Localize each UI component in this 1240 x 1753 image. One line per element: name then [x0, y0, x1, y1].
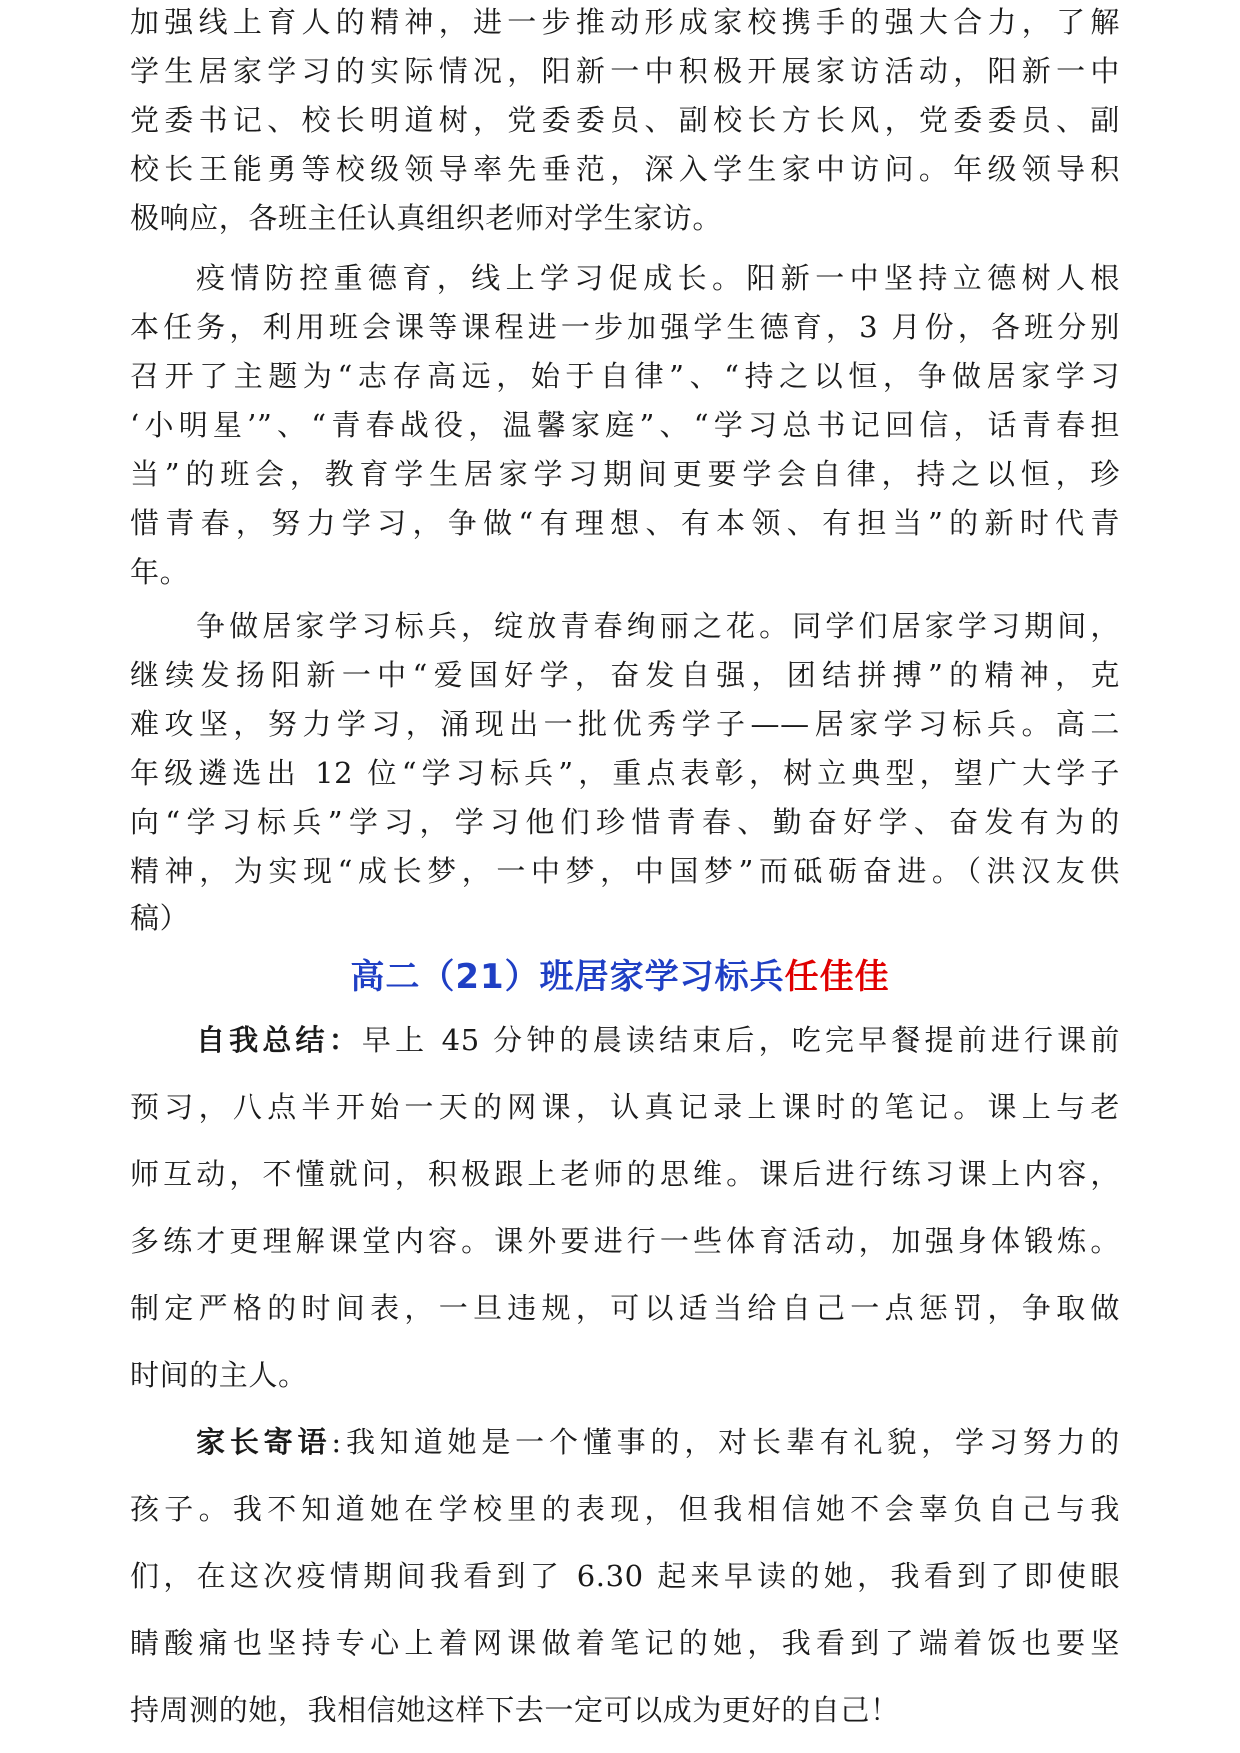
body-line: 稿） [130, 901, 190, 935]
parent-line: 睛酸痛也坚持专心上着网课做着笔记的她，我看到了端着饭也要坚 [130, 1626, 1120, 1660]
parent-text: :我知道她是一个懂事的，对长辈有礼貌，学习努力的 [331, 1425, 1121, 1459]
body-line: 争做居家学习标兵，绽放青春绚丽之花。同学们居家学习期间， [196, 609, 1120, 643]
summary-line: 师互动，不懂就问，积极跟上老师的思维。课后进行练习课上内容， [130, 1157, 1120, 1191]
body-line: 疫情防控重德育，线上学习促成长。阳新一中坚持立德树人根 [196, 261, 1120, 295]
parent-line [196, 1422, 1120, 1462]
summary-line: 时间的主人。 [130, 1358, 308, 1392]
summary-line [196, 1020, 1120, 1060]
parent-line: 孩子。我不知道她在学校里的表现，但我相信她不会辜负自己与我 [130, 1492, 1120, 1526]
summary-text: 早上 45 分钟的晨读结束后，吃完早餐提前进行课前 [361, 1023, 1120, 1057]
body-line: 年。 [130, 555, 190, 589]
body-line: 加强线上育人的精神，进一步推动形成家校携手的强大合力，了解 [130, 5, 1120, 39]
summary-line: 多练才更理解课堂内容。课外要进行一些体育活动，加强身体锻炼。 [130, 1224, 1120, 1258]
body-line: 召开了主题为“志存高远，始于自律”、“持之以恒，争做居家学习 [130, 359, 1120, 393]
summary-label: 自我总结： [196, 1023, 362, 1057]
body-line: 极响应，各班主任认真组织老师对学生家访。 [130, 201, 723, 235]
body-line: ‘小明星’”、“青春战役，温馨家庭”、“学习总书记回信，话青春担 [130, 408, 1120, 442]
summary-line: 制定严格的时间表，一旦违规，可以适当给自己一点惩罚，争取做 [130, 1291, 1120, 1325]
body-line: 学生居家学习的实际情况，阳新一中积极开展家访活动，阳新一中 [130, 54, 1120, 88]
body-line: 党委书记、校长明道树，党委委员、副校长方长风，党委委员、副 [130, 103, 1120, 137]
body-line: 年级遴选出 12 位“学习标兵”，重点表彰，树立典型，望广大学子 [130, 756, 1120, 790]
body-line: 向“学习标兵”学习，学习他们珍惜青春、勤奋好学、奋发有为的 [130, 805, 1120, 839]
body-line: 当”的班会，教育学生居家学习期间更要学会自律，持之以恒，珍 [130, 457, 1120, 491]
parent-line: 们，在这次疫情期间我看到了 6.30 起来早读的她，我看到了即使眼 [130, 1559, 1120, 1593]
body-line: 校长王能勇等校级领导率先垂范，深入学生家中访问。年级领导积 [130, 152, 1120, 186]
body-line: 本任务，利用班会课等课程进一步加强学生德育，3 月份，各班分别 [130, 310, 1120, 344]
heading-name: 任佳佳 [784, 957, 890, 997]
parent-line: 持周测的她，我相信她这样下去一定可以成为更好的自己！ [130, 1693, 900, 1727]
heading-prefix: 高二（21）班居家学习标兵 [350, 957, 785, 997]
section-heading [0, 953, 1240, 1001]
body-line: 惜青春，努力学习，争做“有理想、有本领、有担当”的新时代青 [130, 506, 1120, 540]
body-line: 精神，为实现“成长梦，一中梦，中国梦”而砥砺奋进。（洪汉友供 [130, 854, 1120, 888]
body-line: 难攻坚，努力学习，涌现出一批优秀学子——居家学习标兵。高二 [130, 707, 1120, 741]
summary-line: 预习，八点半开始一天的网课，认真记录上课时的笔记。课上与老 [130, 1090, 1120, 1124]
parent-label: 家长寄语 [196, 1425, 332, 1459]
body-line: 继续发扬阳新一中“爱国好学，奋发自强，团结拼搏”的精神，克 [130, 658, 1120, 692]
